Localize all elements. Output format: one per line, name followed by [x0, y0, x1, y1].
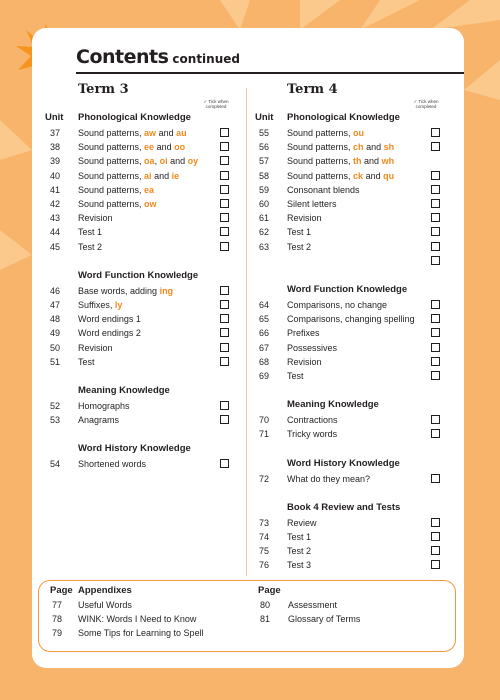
term3-unit-number: 37 [50, 128, 61, 138]
tick-note-right: ✓ Tick when completed [413, 99, 439, 109]
term4-unit-number: 74 [259, 532, 270, 542]
tick-checkbox[interactable] [220, 227, 229, 236]
tick-checkbox[interactable] [220, 328, 229, 337]
tick-checkbox[interactable] [431, 314, 440, 323]
term4-unit-title: Prefixes [287, 328, 320, 339]
term4-unit-number: 76 [259, 560, 270, 571]
tick-checkbox[interactable] [431, 242, 440, 251]
unit-header-left: Unit [45, 112, 64, 123]
term4-unit-number: 64 [259, 300, 270, 310]
term3-unit-title: Homographs [78, 401, 130, 411]
term3-unit-number: 49 [50, 328, 61, 339]
tick-checkbox[interactable] [431, 415, 440, 424]
term3-unit-number: 42 [50, 199, 61, 209]
tick-checkbox[interactable] [431, 227, 440, 236]
tick-checkbox[interactable] [431, 518, 440, 527]
tick-checkbox[interactable] [431, 357, 440, 366]
term3-unit-title: Anagrams [78, 415, 120, 426]
term3-unit-number: 51 [50, 356, 61, 367]
term4-title: Term 4 [287, 82, 338, 97]
tick-checkbox[interactable] [220, 242, 229, 251]
term3-unit-title: Test 2 [78, 241, 103, 252]
term3-unit-title: Revision [78, 213, 113, 224]
term4-unit-number: 65 [259, 314, 270, 325]
tick-checkbox[interactable] [431, 171, 440, 180]
appendix-heading: Appendixes [78, 585, 132, 596]
tick-checkbox[interactable] [431, 371, 440, 380]
term4-unit-title: Contractions [287, 415, 338, 426]
term4-unit-title: Consonant blends [287, 184, 360, 195]
appendix-item[interactable]: Some Tips for Learning to Spell [78, 628, 204, 638]
tick-checkbox[interactable] [431, 142, 440, 151]
tick-checkbox[interactable] [220, 286, 229, 295]
term4-unit-number: 59 [259, 184, 270, 195]
term4-unit-number: 60 [259, 199, 270, 209]
term4-unit-number: 72 [259, 473, 270, 484]
term4-unit-number: 62 [259, 227, 270, 238]
term3-unit-title: Sound patterns, ow [78, 199, 157, 209]
tick-note-left: ✓ Tick when completed [203, 99, 229, 109]
tick-checkbox[interactable] [431, 328, 440, 337]
term3-unit-number: 46 [50, 285, 61, 296]
term3-unit-title: Revision [78, 342, 113, 353]
term3-section-heading: Word Function Knowledge [78, 269, 199, 281]
appendix-page-number: 77 [52, 600, 63, 610]
tick-checkbox[interactable] [220, 156, 229, 165]
tick-checkbox[interactable] [220, 459, 229, 468]
term4-unit-title: Test 3 [287, 560, 312, 571]
term3-unit-title: Sound patterns, ai and ie [78, 170, 180, 181]
term3-unit-title: Sound patterns, ea [78, 184, 155, 195]
term4-unit-title: Test 2 [287, 241, 312, 252]
term4-section-heading: Meaning Knowledge [287, 399, 379, 411]
tick-checkbox[interactable] [431, 199, 440, 208]
tick-checkbox[interactable] [220, 185, 229, 194]
term3-unit-title: Sound patterns, aw and au [78, 128, 187, 138]
tick-checkbox[interactable] [220, 128, 229, 137]
tick-checkbox[interactable] [431, 128, 440, 137]
term3-unit-title: Test 1 [78, 227, 103, 238]
term4-unit-title: Test 2 [287, 546, 312, 557]
term3-unit-number: 54 [50, 459, 61, 470]
term4-unit-number: 67 [259, 342, 270, 353]
term3-unit-number: 43 [50, 213, 61, 224]
term3-title: Term 3 [78, 82, 129, 97]
term3-unit-number: 45 [50, 241, 61, 252]
term4-unit-number: 70 [259, 415, 270, 426]
tick-checkbox[interactable] [220, 199, 229, 208]
tick-checkbox[interactable] [431, 256, 440, 265]
appendix-page-label: Page [50, 585, 73, 596]
tick-checkbox[interactable] [220, 401, 229, 410]
term4-unit-title: Comparisons, changing spelling [287, 314, 415, 325]
term4-unit-number: 61 [259, 213, 270, 224]
term3-unit-number: 44 [50, 227, 61, 238]
term3-unit-number: 50 [50, 342, 61, 353]
title-rule [76, 72, 464, 74]
tick-checkbox[interactable] [220, 300, 229, 309]
term4-unit-number: 75 [259, 546, 270, 557]
term3-unit-number: 41 [50, 184, 61, 195]
term3-unit-number: 39 [50, 156, 61, 167]
term3-unit-title: Base words, adding ing [78, 285, 174, 296]
term4-unit-number: 56 [259, 142, 270, 153]
tick-checkbox[interactable] [431, 213, 440, 222]
term3-unit-number: 38 [50, 142, 61, 153]
term4-section-heading: Word Function Knowledge [287, 284, 408, 295]
tick-checkbox[interactable] [431, 429, 440, 438]
term4-unit-title: Silent letters [287, 199, 337, 209]
page-title: Contents continued [76, 46, 240, 68]
term4-section-heading: Phonological Knowledge [287, 112, 400, 123]
term3-unit-title: Shortened words [78, 459, 147, 470]
appendix-item[interactable]: Useful Words [78, 600, 132, 610]
tick-checkbox[interactable] [431, 474, 440, 483]
term4-section-heading: Word History Knowledge [287, 457, 400, 469]
term4-unit-title: Review [287, 517, 317, 528]
appendix-item[interactable]: Assessment [288, 600, 338, 610]
tick-checkbox[interactable] [431, 343, 440, 352]
term4-unit-number: 63 [259, 241, 270, 252]
tick-checkbox[interactable] [220, 142, 229, 151]
appendix-item[interactable]: WINK: Words I Need to Know [78, 614, 197, 624]
appendix-item[interactable]: Glossary of Terms [288, 614, 361, 624]
tick-checkbox[interactable] [220, 357, 229, 366]
term4-unit-title: Test 1 [287, 532, 312, 542]
tick-checkbox[interactable] [220, 171, 229, 180]
term3-unit-number: 52 [50, 401, 61, 411]
tick-checkbox[interactable] [431, 560, 440, 569]
term4-unit-title: Possessives [287, 342, 338, 353]
term4-unit-title: Sound patterns, th and wh [287, 156, 395, 167]
term4-unit-title: What do they mean? [287, 473, 371, 484]
term4-unit-title: Test 1 [287, 227, 312, 238]
appendix-page-label-right: Page [258, 585, 281, 596]
term3-unit-title: Sound patterns, ee and oo [78, 142, 186, 153]
appendix-page-number: 81 [260, 614, 271, 624]
tick-checkbox[interactable] [220, 213, 229, 222]
term4-unit-title: Comparisons, no change [287, 300, 388, 310]
tick-checkbox[interactable] [220, 415, 229, 424]
term4-unit-number: 71 [259, 429, 270, 440]
term3-unit-title: Word endings 2 [78, 328, 141, 339]
term4-unit-number: 55 [259, 128, 270, 138]
term3-unit-number: 48 [50, 314, 61, 325]
term4-unit-number: 73 [259, 517, 270, 528]
tick-checkbox[interactable] [431, 300, 440, 309]
term4-unit-title: Test [287, 371, 304, 381]
tick-checkbox[interactable] [431, 185, 440, 194]
term4-unit-title: Sound patterns, ou [287, 128, 365, 138]
column-divider [246, 88, 247, 576]
term4-unit-title: Tricky words [287, 429, 338, 440]
term4-unit-title: Revision [287, 213, 322, 224]
tick-checkbox[interactable] [220, 314, 229, 323]
term3-unit-title: Test [78, 356, 95, 367]
term4-unit-number: 69 [259, 371, 270, 381]
term4-unit-number: 68 [259, 356, 270, 367]
term3-unit-number: 40 [50, 170, 61, 181]
term3-section-heading: Meaning Knowledge [78, 385, 170, 396]
tick-checkbox[interactable] [220, 343, 229, 352]
term3-section-heading: Word History Knowledge [78, 443, 191, 455]
term4-unit-number: 66 [259, 328, 270, 339]
term4-unit-title: Sound patterns, ck and qu [287, 170, 395, 181]
term3-unit-title: Suffixes, ly [78, 300, 123, 310]
term3-unit-title: Sound patterns, oa, oi and oy [78, 156, 199, 167]
term4-unit-title: Revision [287, 356, 322, 367]
term3-unit-number: 53 [50, 415, 61, 426]
term3-unit-title: Word endings 1 [78, 314, 141, 325]
unit-header-right: Unit [255, 112, 274, 123]
term4-unit-number: 57 [259, 156, 270, 167]
term3-unit-number: 47 [50, 300, 61, 310]
term3-section-heading: Phonological Knowledge [78, 112, 191, 123]
appendix-page-number: 80 [260, 600, 271, 610]
term4-section-heading: Book 4 Review and Tests [287, 501, 401, 513]
appendix-page-number: 79 [52, 628, 63, 638]
tick-checkbox[interactable] [431, 532, 440, 541]
appendix-page-number: 78 [52, 614, 63, 624]
term4-unit-number: 58 [259, 170, 270, 181]
term4-unit-title: Sound patterns, ch and sh [287, 142, 395, 153]
tick-checkbox[interactable] [431, 546, 440, 555]
